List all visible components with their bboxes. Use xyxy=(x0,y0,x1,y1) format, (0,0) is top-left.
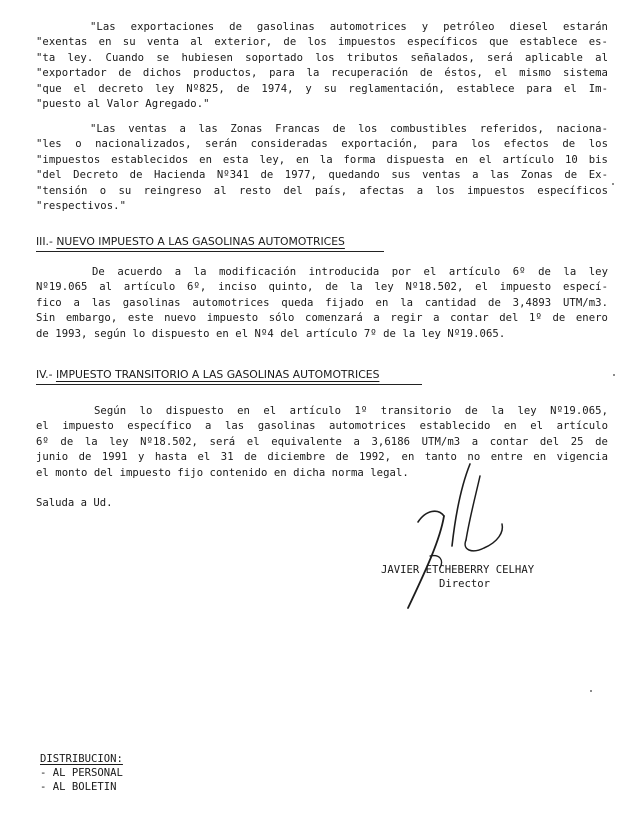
text-line: fico a las gasolinas automotrices queda fijado en la cantidad de 3,4893 UTM/m3. xyxy=(36,296,608,309)
text-line: "del Decreto de Hacienda Nº341 de 1977, quedando sus ventas a las Zonas de Ex- xyxy=(36,169,608,182)
paragraph-transitional-tax xyxy=(36,404,608,481)
text-line: "tensión o su reingreso al resto del país, afectas a los impuestos específicos xyxy=(36,184,608,197)
heading-underline xyxy=(36,251,384,252)
text-line: "les o nacionalizados, serán consideradas exportación, para los efectos de los xyxy=(36,138,608,151)
text-line: el monto del impuesto fijo contenido en dicha norma legal. xyxy=(36,466,409,479)
section-heading-iv xyxy=(36,368,379,382)
heading-title: NUEVO IMPUESTO A LAS GASOLINAS AUTOMOTRICES xyxy=(56,235,345,248)
signer-block xyxy=(381,563,534,591)
distribution-block xyxy=(40,752,123,794)
paragraph-export-exemption xyxy=(36,20,608,112)
text-line: "impuestos establecidos en esta ley, en la forma dispuesta en el artículo 10 bis xyxy=(36,153,608,166)
distribution-header: DISTRIBUCION: xyxy=(40,753,123,765)
text-line: Nº19.065 al artículo 6º, inciso quinto, de la ley Nº18.502, el impuesto especí- xyxy=(36,281,608,294)
paragraph-new-tax xyxy=(36,265,608,342)
paragraph-free-zones xyxy=(36,122,608,214)
text-line: junio de 1991 y hasta el 31 de diciembre de 1992, en tanto no entre en vigencia xyxy=(36,451,608,464)
heading-underline xyxy=(36,384,422,385)
heading-title: IMPUESTO TRANSITORIO A LAS GASOLINAS AUTOMOTRICES xyxy=(55,368,380,381)
signer-name: JAVIER ETCHEBERRY CELHAY xyxy=(381,564,535,576)
text-line: el impuesto específico a las gasolinas automotrices establecido en el artículo xyxy=(36,420,608,433)
text-line: "respectivos." xyxy=(36,200,126,213)
heading-number: IV.- xyxy=(36,368,53,381)
text-line: "que el decreto ley Nº825, de 1974, y su reglamentación, establece para el Im- xyxy=(36,82,608,95)
text-line: De acuerdo a la modificación introducida por el artículo 6º de la ley xyxy=(92,266,608,278)
text-line: "exentas en su venta al exterior, de los impuestos específicos que establece es- xyxy=(36,36,608,49)
text-line: Según lo dispuesto en el artículo 1º transitorio de la ley Nº19.065, xyxy=(94,405,608,417)
text-line: "Las exportaciones de gasolinas automotrices y petróleo diesel estarán xyxy=(90,21,608,33)
text-line: Sin embargo, este nuevo impuesto sólo comenzará a regir a contar del 1º de enero xyxy=(36,312,608,325)
distribution-item: - AL PERSONAL xyxy=(40,767,123,779)
salutation: Saluda a Ud. xyxy=(36,497,113,509)
signer-title: Director xyxy=(439,578,491,590)
text-line: 6º de la ley Nº18.502, será el equivalente a 3,6186 UTM/m3 a contar del 25 de xyxy=(36,435,608,448)
text-line: "Las ventas a las Zonas Francas de los combustibles referidos, naciona- xyxy=(90,123,608,135)
scan-speck xyxy=(590,690,592,692)
text-line: "puesto al Valor Agregado." xyxy=(36,98,210,111)
scan-speck xyxy=(612,183,614,185)
text-line: de 1993, según lo dispuesto en el Nº4 del artículo 7º de la ley Nº19.065. xyxy=(36,327,506,340)
heading-number: III.- xyxy=(36,235,53,248)
text-line: "exportador de dichos productos, para la recuperación de éstos, el mismo sistema xyxy=(36,67,608,80)
scan-speck xyxy=(613,374,615,376)
distribution-item: - AL BOLETIN xyxy=(40,781,117,793)
text-line: "ta ley. Cuando se hubiesen soportado los tributos señalados, será aplicable al xyxy=(36,51,608,64)
section-heading-iii xyxy=(36,235,345,249)
